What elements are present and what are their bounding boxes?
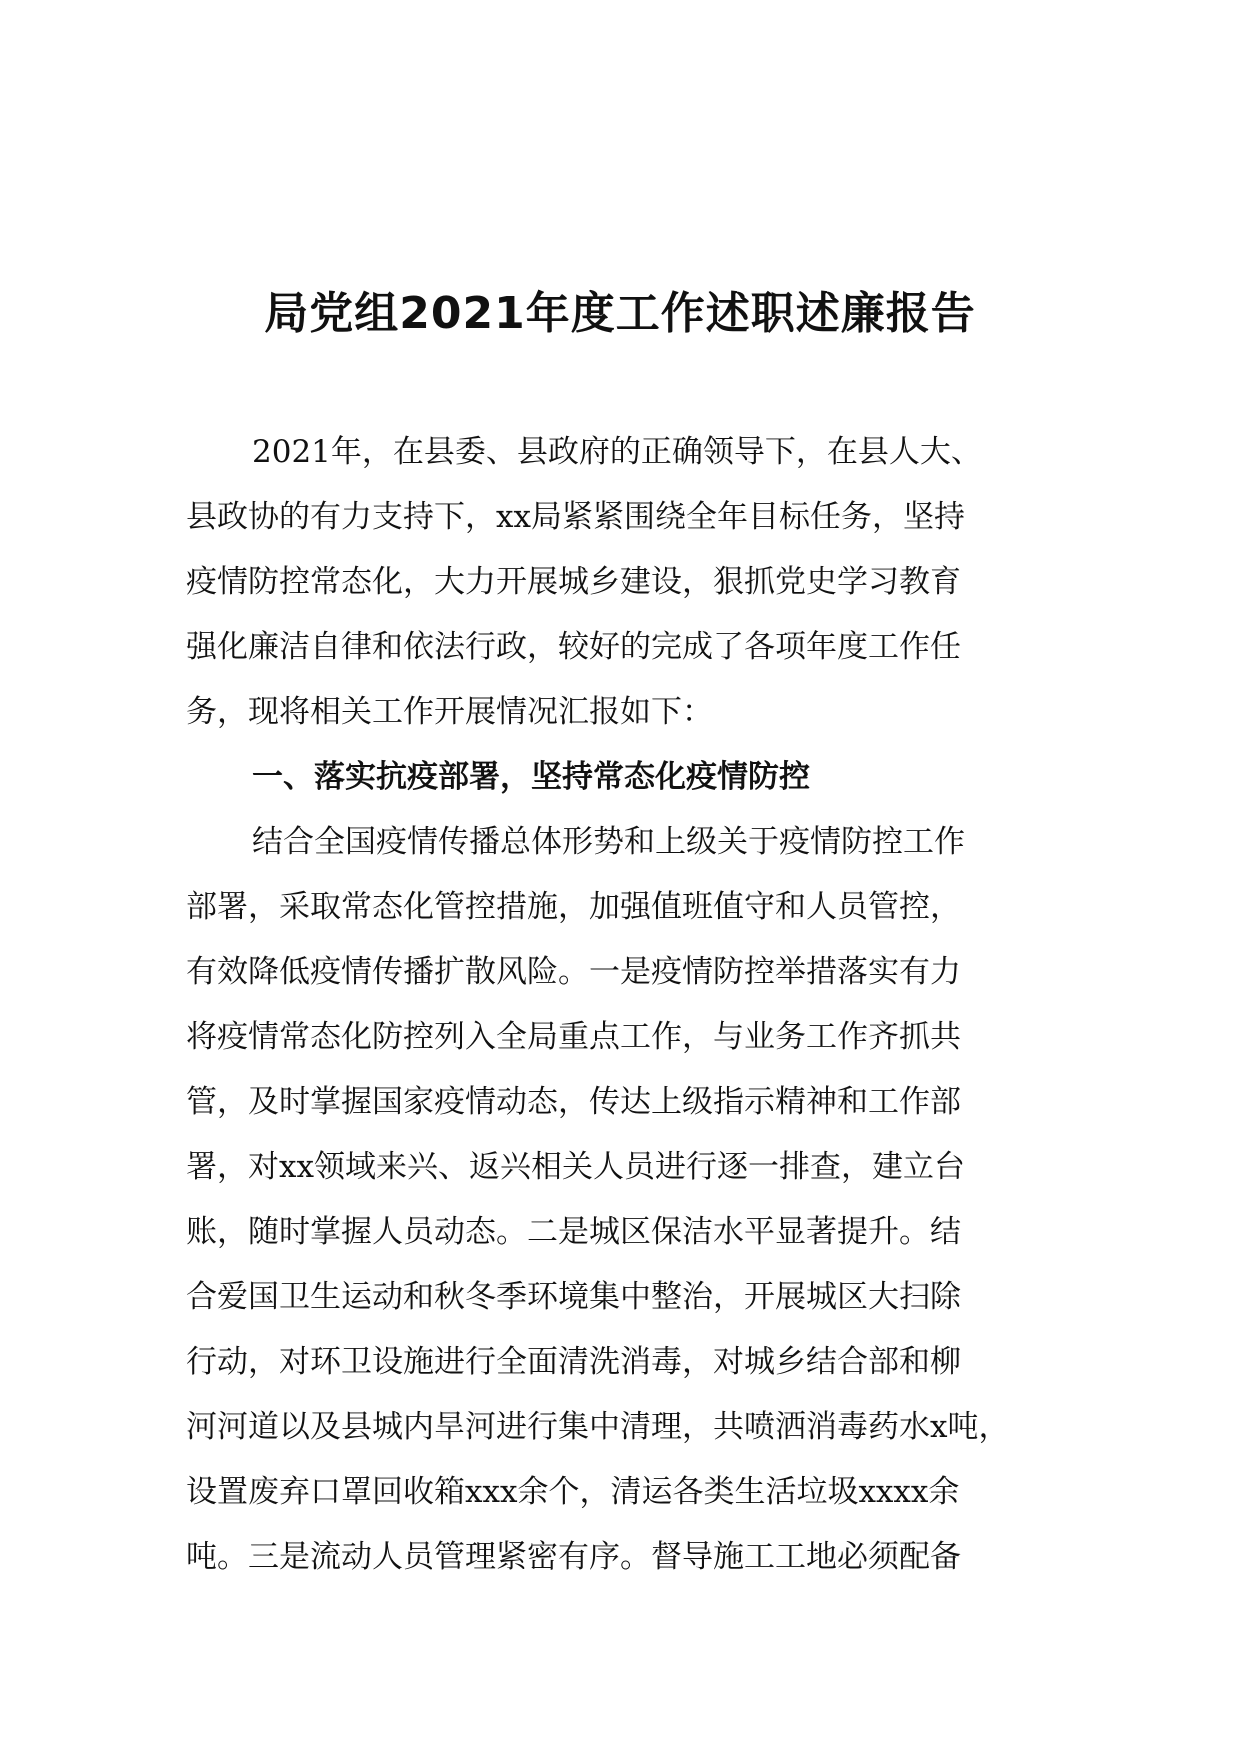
section-one: [186, 745, 1126, 1590]
document-title: 局党组2021年度工作述职述廉报告: [264, 288, 976, 339]
intro-line: 疫情防控常态化，大力开展城乡建设，狠抓党史学习教育: [186, 564, 961, 600]
section-one-line: 河河道以及县城内旱河进行集中清理，共喷洒消毒药水x吨，: [186, 1409, 1010, 1445]
intro-line: 强化廉洁自律和依法行政，较好的完成了各项年度工作任: [186, 629, 961, 665]
section-one-line: 管，及时掌握国家疫情动态，传达上级指示精神和工作部: [186, 1084, 961, 1120]
section-one-heading: 一、落实抗疫部署，坚持常态化疫情防控: [252, 759, 810, 795]
section-one-line: 部署，采取常态化管控措施，加强值班值守和人员管控，: [186, 889, 961, 925]
section-one-line: 结合全国疫情传播总体形势和上级关于疫情防控工作: [252, 824, 965, 860]
section-one-line: 将疫情常态化防控列入全局重点工作，与业务工作齐抓共: [186, 1019, 961, 1055]
section-one-line: 合爱国卫生运动和秋冬季环境集中整治，开展城区大扫除: [186, 1279, 961, 1315]
intro-line: 2021年，在县委、县政府的正确领导下，在县人大、: [252, 434, 982, 470]
section-one-line: 有效降低疫情传播扩散风险。一是疫情防控举措落实有力: [186, 954, 961, 990]
intro-line: 务，现将相关工作开展情况汇报如下：: [186, 694, 713, 730]
section-one-line: 设置废弃口罩回收箱xxx余个，清运各类生活垃圾xxxx余: [186, 1474, 960, 1510]
intro-line: 县政协的有力支持下，xx局紧紧围绕全年目标任务，坚持: [186, 499, 965, 535]
intro-paragraph: [186, 420, 1126, 745]
section-one-line: 行动，对环卫设施进行全面清洗消毒，对城乡结合部和柳: [186, 1344, 961, 1380]
section-one-line: 账，随时掌握人员动态。二是城区保洁水平显著提升。结: [186, 1214, 961, 1250]
section-one-line: 吨。三是流动人员管理紧密有序。督导施工工地必须配备: [186, 1539, 961, 1575]
section-one-line: 署，对xx领域来兴、返兴相关人员进行逐一排查，建立台: [186, 1149, 965, 1185]
